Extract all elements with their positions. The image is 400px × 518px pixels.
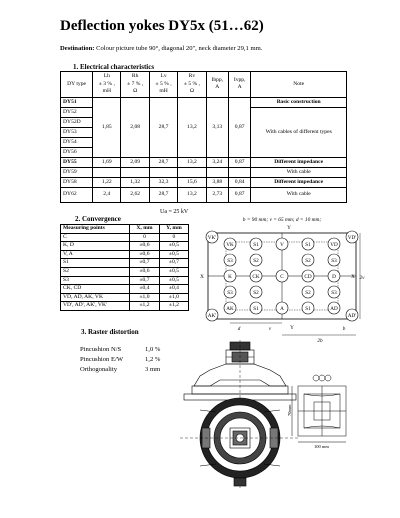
rv-cell: 15,6 xyxy=(178,177,206,187)
table-row: VD, AD, AK, VK ±1,0 ±1,0 xyxy=(61,293,189,302)
lh-cell: 1,69 xyxy=(93,157,121,167)
type-cell: DY56 xyxy=(61,147,93,157)
lv-cell: 28,7 xyxy=(149,187,177,202)
svg-text:S1: S1 xyxy=(305,242,311,248)
rv-cell: 13,2 xyxy=(178,157,206,167)
col-note: Note xyxy=(251,72,347,98)
col-points: Measuring points xyxy=(61,225,130,234)
page-title: Deflection yokes DY5x (51…62) xyxy=(60,18,264,34)
note-cell: Different impedance xyxy=(251,157,347,167)
point-ad xyxy=(328,302,340,314)
svg-text:K: K xyxy=(228,274,232,280)
section-raster-title: 3. Raster distortion xyxy=(81,328,139,336)
col-ibpp: Ibpp, A xyxy=(206,72,228,98)
table-row: K, D ±0,6 ±0,5 xyxy=(61,242,189,251)
dim-d-label: d xyxy=(237,326,241,332)
rh-cell: 2,08 xyxy=(121,97,149,157)
col-ivpp: Ivpp, A xyxy=(228,72,250,98)
ivpp-cell: 0,87 xyxy=(228,97,250,157)
svg-text:VD: VD xyxy=(330,242,338,248)
svg-text:VK': VK' xyxy=(207,235,217,241)
ibpp-cell: 3,88 xyxy=(206,177,228,187)
anode-voltage: Ua = 25 kV xyxy=(160,209,189,215)
lv-cell: 28,7 xyxy=(149,157,177,167)
type-cell: DY52 xyxy=(61,107,93,117)
svg-text:S3: S3 xyxy=(331,290,337,296)
svg-text:S3: S3 xyxy=(331,258,337,264)
rh-cell: 2,09 xyxy=(121,157,149,167)
diagram-dimensions: b = 90 mm; v = 65 mm; d = 10 mm; xyxy=(242,217,322,223)
svg-text:S3: S3 xyxy=(227,290,233,296)
note-cell: Basic construction xyxy=(251,97,347,107)
type-cell: DY62 xyxy=(61,187,93,202)
point-ck xyxy=(250,270,262,282)
col-lh: Lh ± 3 % , mH xyxy=(93,72,121,98)
table-row: VD', AD', AK', VK' ±1,2 ±1,2 xyxy=(61,302,189,311)
col-x: X, mm xyxy=(130,225,160,234)
type-cell: DY51 xyxy=(61,97,93,107)
table-header-row xyxy=(61,225,189,234)
ibpp-cell: 3,13 xyxy=(206,97,228,157)
axis-x-label: X xyxy=(200,274,204,280)
point-v xyxy=(276,238,288,250)
point-a xyxy=(276,302,288,314)
point-s1-top-left xyxy=(250,238,262,250)
table-row: S3 ±0,7 ±0,5 xyxy=(61,276,189,285)
point-ad-prime xyxy=(346,309,358,321)
dim-height-label: 70mm xyxy=(287,404,292,416)
svg-text:AD': AD' xyxy=(347,313,357,319)
svg-text:A: A xyxy=(280,306,284,312)
type-cell: DY52D xyxy=(61,117,93,127)
dim-2v-label: 2v xyxy=(359,275,365,281)
axis-y-label-bottom: Y xyxy=(290,325,294,331)
point-s2-tl xyxy=(250,254,262,266)
point-s3-tl xyxy=(224,254,236,266)
dim-2b-label: 2b xyxy=(317,338,323,344)
table-row xyxy=(61,187,347,202)
lh-cell: 2,4 xyxy=(93,187,121,202)
rh-cell: 1,32 xyxy=(121,177,149,187)
convergence-table xyxy=(60,224,189,311)
destination-text: Colour picture tube 90°, diagonal 20", neck diameter 29,1 mm. xyxy=(96,45,263,52)
point-vd-prime xyxy=(346,231,358,243)
rv-cell: 13,2 xyxy=(178,97,206,157)
section-convergence-title: 2. Convergence xyxy=(75,215,121,223)
destination-label: Destination: xyxy=(60,45,95,52)
dim-b-label: b xyxy=(342,326,346,332)
raster-value: 3 mm xyxy=(145,366,161,373)
yoke-technical-drawing xyxy=(180,340,300,490)
point-vk-prime xyxy=(206,231,218,243)
axis-y-label: Y xyxy=(287,225,291,231)
point-vk xyxy=(224,238,236,250)
ivpp-cell: 0,87 xyxy=(228,187,250,202)
ibpp-cell: 3,24 xyxy=(206,157,228,167)
point-s3-bl xyxy=(224,286,236,298)
point-cd xyxy=(302,270,314,282)
dim-v-label: v xyxy=(268,326,272,332)
svg-text:S2: S2 xyxy=(305,290,311,296)
point-s2-tr xyxy=(302,254,314,266)
ivpp-cell: 0,87 xyxy=(228,157,250,167)
raster-value: 1,0 % xyxy=(145,346,161,353)
type-cell: DY58 xyxy=(61,177,93,187)
point-c xyxy=(276,270,288,282)
raster-value: 1,2 % xyxy=(145,356,161,363)
lh-cell: 1,22 xyxy=(93,177,121,187)
axis-x-label-right: X xyxy=(351,274,355,280)
svg-text:S1: S1 xyxy=(305,306,311,312)
col-y: Y, mm xyxy=(159,225,188,234)
col-lv: Lv ± 5 % , mH xyxy=(149,72,177,98)
svg-text:S2: S2 xyxy=(305,258,311,264)
table-row: S1 ±0,7 ±0,7 xyxy=(61,259,189,268)
lv-cell: 28,7 xyxy=(149,97,177,157)
svg-text:S1: S1 xyxy=(253,306,259,312)
svg-text:S1: S1 xyxy=(253,242,259,248)
lh-cell: 1,85 xyxy=(93,97,121,157)
raster-label: Pincushion E/W xyxy=(80,356,124,363)
svg-text:VK: VK xyxy=(226,242,234,248)
table-row xyxy=(61,157,347,167)
type-cell: DY55 xyxy=(61,157,93,167)
point-s1-bl xyxy=(250,302,262,314)
type-cell: DY53 xyxy=(61,127,93,137)
table-header-row xyxy=(61,72,347,98)
col-rv: Rv ± 5 % , Ω xyxy=(178,72,206,98)
note-cell: With cables of different types xyxy=(251,107,347,157)
table-row xyxy=(61,167,347,177)
table-row: S2 ±0,6 ±0,5 xyxy=(61,267,189,276)
note-cell: With cable xyxy=(251,167,347,177)
svg-text:C: C xyxy=(280,274,284,280)
destination-line xyxy=(60,45,262,52)
col-type: DY type xyxy=(61,72,93,98)
point-s2-br xyxy=(302,286,314,298)
table-row xyxy=(61,177,347,187)
point-s3-tr xyxy=(328,254,340,266)
svg-text:AK': AK' xyxy=(207,313,217,319)
point-d xyxy=(328,270,340,282)
point-s3-br xyxy=(328,286,340,298)
svg-text:VD': VD' xyxy=(347,235,357,241)
point-k xyxy=(224,270,236,282)
table-row: C 0 0 xyxy=(61,233,189,242)
electrical-table xyxy=(60,71,347,203)
svg-text:S3: S3 xyxy=(227,258,233,264)
svg-text:S2: S2 xyxy=(253,258,259,264)
svg-text:CD: CD xyxy=(304,274,312,280)
dim-width-label: 100 mm xyxy=(314,444,329,449)
raster-distortion-drawing xyxy=(288,372,358,450)
raster-label: Orthogonality xyxy=(80,366,117,373)
lv-cell: 32,3 xyxy=(149,177,177,187)
ibpp-cell: 2,73 xyxy=(206,187,228,202)
point-s1-br xyxy=(302,302,314,314)
col-rh: Rh ± 7 % , Ω xyxy=(121,72,149,98)
raster-label: Pincushion N/S xyxy=(80,346,122,353)
section-electrical-title: 1. Electrical characteristics xyxy=(73,63,155,71)
point-ak-prime xyxy=(206,309,218,321)
svg-text:AD: AD xyxy=(330,306,338,312)
note-cell: Different impedance xyxy=(251,177,347,187)
rv-cell: 13,2 xyxy=(178,187,206,202)
ivpp-cell: 0,84 xyxy=(228,177,250,187)
table-row xyxy=(61,97,347,107)
table-row: V, A ±0,6 ±0,5 xyxy=(61,250,189,259)
svg-text:S2: S2 xyxy=(253,290,259,296)
note-cell: With cable xyxy=(251,187,347,202)
table-row: CK, CD ±0,4 ±0,4 xyxy=(61,285,189,294)
type-cell: DY59 xyxy=(61,167,93,177)
svg-text:D: D xyxy=(332,274,336,280)
svg-text:V: V xyxy=(280,242,284,248)
point-s2-bl xyxy=(250,286,262,298)
type-cell: DY54 xyxy=(61,137,93,147)
svg-text:AK: AK xyxy=(226,306,234,312)
svg-text:CK: CK xyxy=(252,274,260,280)
point-ak xyxy=(224,302,236,314)
convergence-points-diagram xyxy=(194,215,364,347)
rh-cell: 2,62 xyxy=(121,187,149,202)
point-s1-top-right xyxy=(302,238,314,250)
point-vd xyxy=(328,238,340,250)
